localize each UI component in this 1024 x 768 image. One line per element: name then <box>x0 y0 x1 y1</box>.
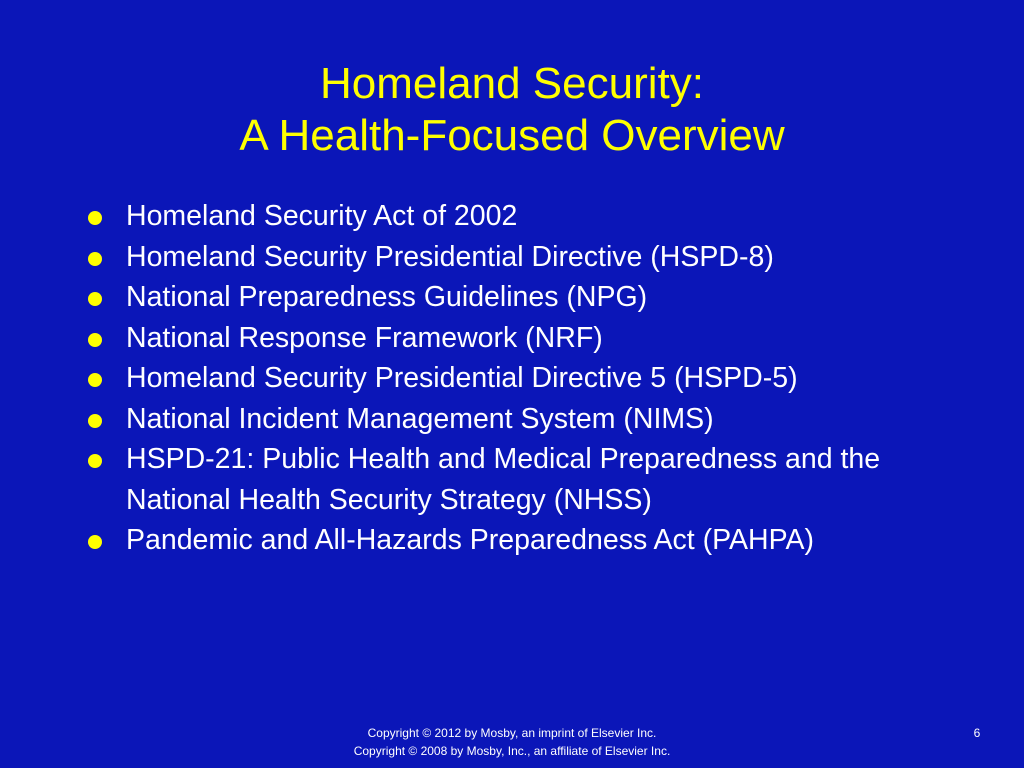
list-item <box>88 237 948 278</box>
list-item <box>88 439 948 520</box>
bullet-list <box>88 196 948 561</box>
page-number: 6 <box>973 726 981 740</box>
bullet-dot-icon <box>88 535 102 549</box>
copyright-line-1: Copyright © 2012 by Mosby, an imprint of Elsevier Inc. <box>367 726 657 740</box>
slide-title <box>0 58 1024 162</box>
bullet-dot-icon <box>88 373 102 387</box>
bullet-text: Homeland Security Act of 2002 <box>126 200 518 232</box>
bullet-dot-icon <box>88 211 102 225</box>
bullet-text: Pandemic and All-Hazards Preparedness Act (PAHPA) <box>126 524 815 556</box>
bullet-dot-icon <box>88 454 102 468</box>
bullet-text: Homeland Security Presidential Directive (HSPD-8) <box>126 240 774 273</box>
bullet-dot-icon <box>88 252 102 266</box>
bullet-text: National Incident Management System (NIMS) <box>126 402 714 435</box>
title-line-1: Homeland Security: <box>320 59 704 108</box>
bullet-dot-icon <box>88 414 102 428</box>
title-line-2: A Health-Focused Overview <box>239 111 785 160</box>
bullet-dot-icon <box>88 333 102 347</box>
list-item <box>88 196 948 237</box>
bullet-text: Homeland Security Presidential Directive 5 (HSPD-5) <box>126 362 798 394</box>
list-item <box>88 318 948 359</box>
list-item <box>88 277 948 318</box>
bullet-text: HSPD-21: Public Health and Medical Preparedness and the National Health Security Strategy (NHSS) <box>126 443 881 516</box>
bullet-text: National Preparedness Guidelines (NPG) <box>126 281 648 313</box>
copyright-footer <box>0 724 1024 760</box>
copyright-line-2: Copyright © 2008 by Mosby, Inc., an affiliate of Elsevier Inc. <box>353 744 671 758</box>
bullet-text: National Response Framework (NRF) <box>126 321 603 354</box>
list-item <box>88 399 948 440</box>
bullet-dot-icon <box>88 292 102 306</box>
list-item <box>88 520 948 561</box>
list-item <box>88 358 948 399</box>
